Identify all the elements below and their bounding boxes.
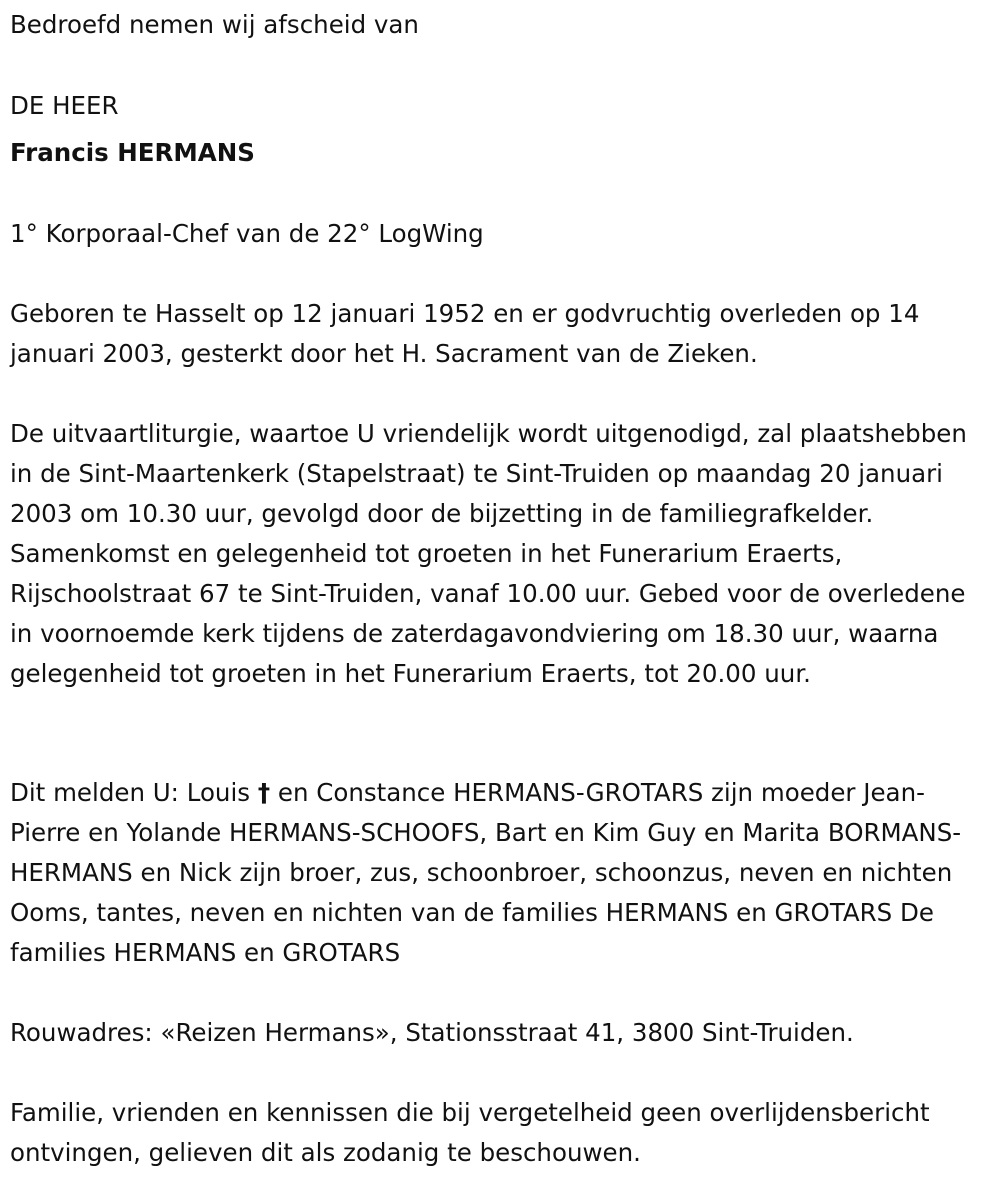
- title-text: DE HEER: [10, 91, 119, 120]
- family-paragraph: [10, 773, 995, 973]
- cross-icon: †: [257, 778, 271, 807]
- deceased-name: Francis HERMANS: [10, 138, 255, 167]
- funeral-paragraph: De uitvaartliturgie, waartoe U vriendelijk wordt uitgenodigd, zal plaatshebben in de Sint-Maartenkerk (Stapelstraat) te Sint-Truiden op maandag 20 januari 2003 om 10.30 uur, gevolgd door de bijzetting in de familiegrafkelder. Samenkomst en gelegenheid tot groeten in het Funerarium Eraerts, Rijschoolstraat 67 te Sint-Truiden, vanaf 10.00 uur. Gebed voor de overledene in voornoemde kerk tijdens de zaterdagavondviering om 18.30 uur, waarna gelegenheid tot groeten in het Funerarium Eraerts, tot 20.00 uur.: [10, 419, 967, 688]
- rank-text: 1° Korporaal-Chef van de 22° LogWing: [10, 219, 484, 248]
- birth-death-paragraph: Geboren te Hasselt op 12 januari 1952 en er godvruchtig overleden op 14 januari 2003, gesterkt door het H. Sacrament van de Zieken.: [10, 299, 920, 368]
- closing-paragraph: Familie, vrienden en kennissen die bij vergetelheid geen overlijdensbericht ontvingen, gelieven dit als zodanig te beschouwen.: [10, 1098, 930, 1167]
- intro-text: Bedroefd nemen wij afscheid van: [10, 10, 419, 39]
- family-rest: en Constance HERMANS-GROTARS zijn moeder Jean-Pierre en Yolande HERMANS-SCHOOFS, Bart en Kim Guy en Marita BORMANS-HERMANS en Nick zijn broer, zus, schoonbroer, schoonzus, neven en nichten Ooms, tantes, neven en nichten van de families HERMANS en GROTARS De families HERMANS en GROTARS: [10, 778, 962, 967]
- address-text: Rouwadres: «Reizen Hermans», Stationsstraat 41, 3800 Sint-Truiden.: [10, 1018, 854, 1047]
- family-prefix: Dit melden U: Louis: [10, 778, 251, 807]
